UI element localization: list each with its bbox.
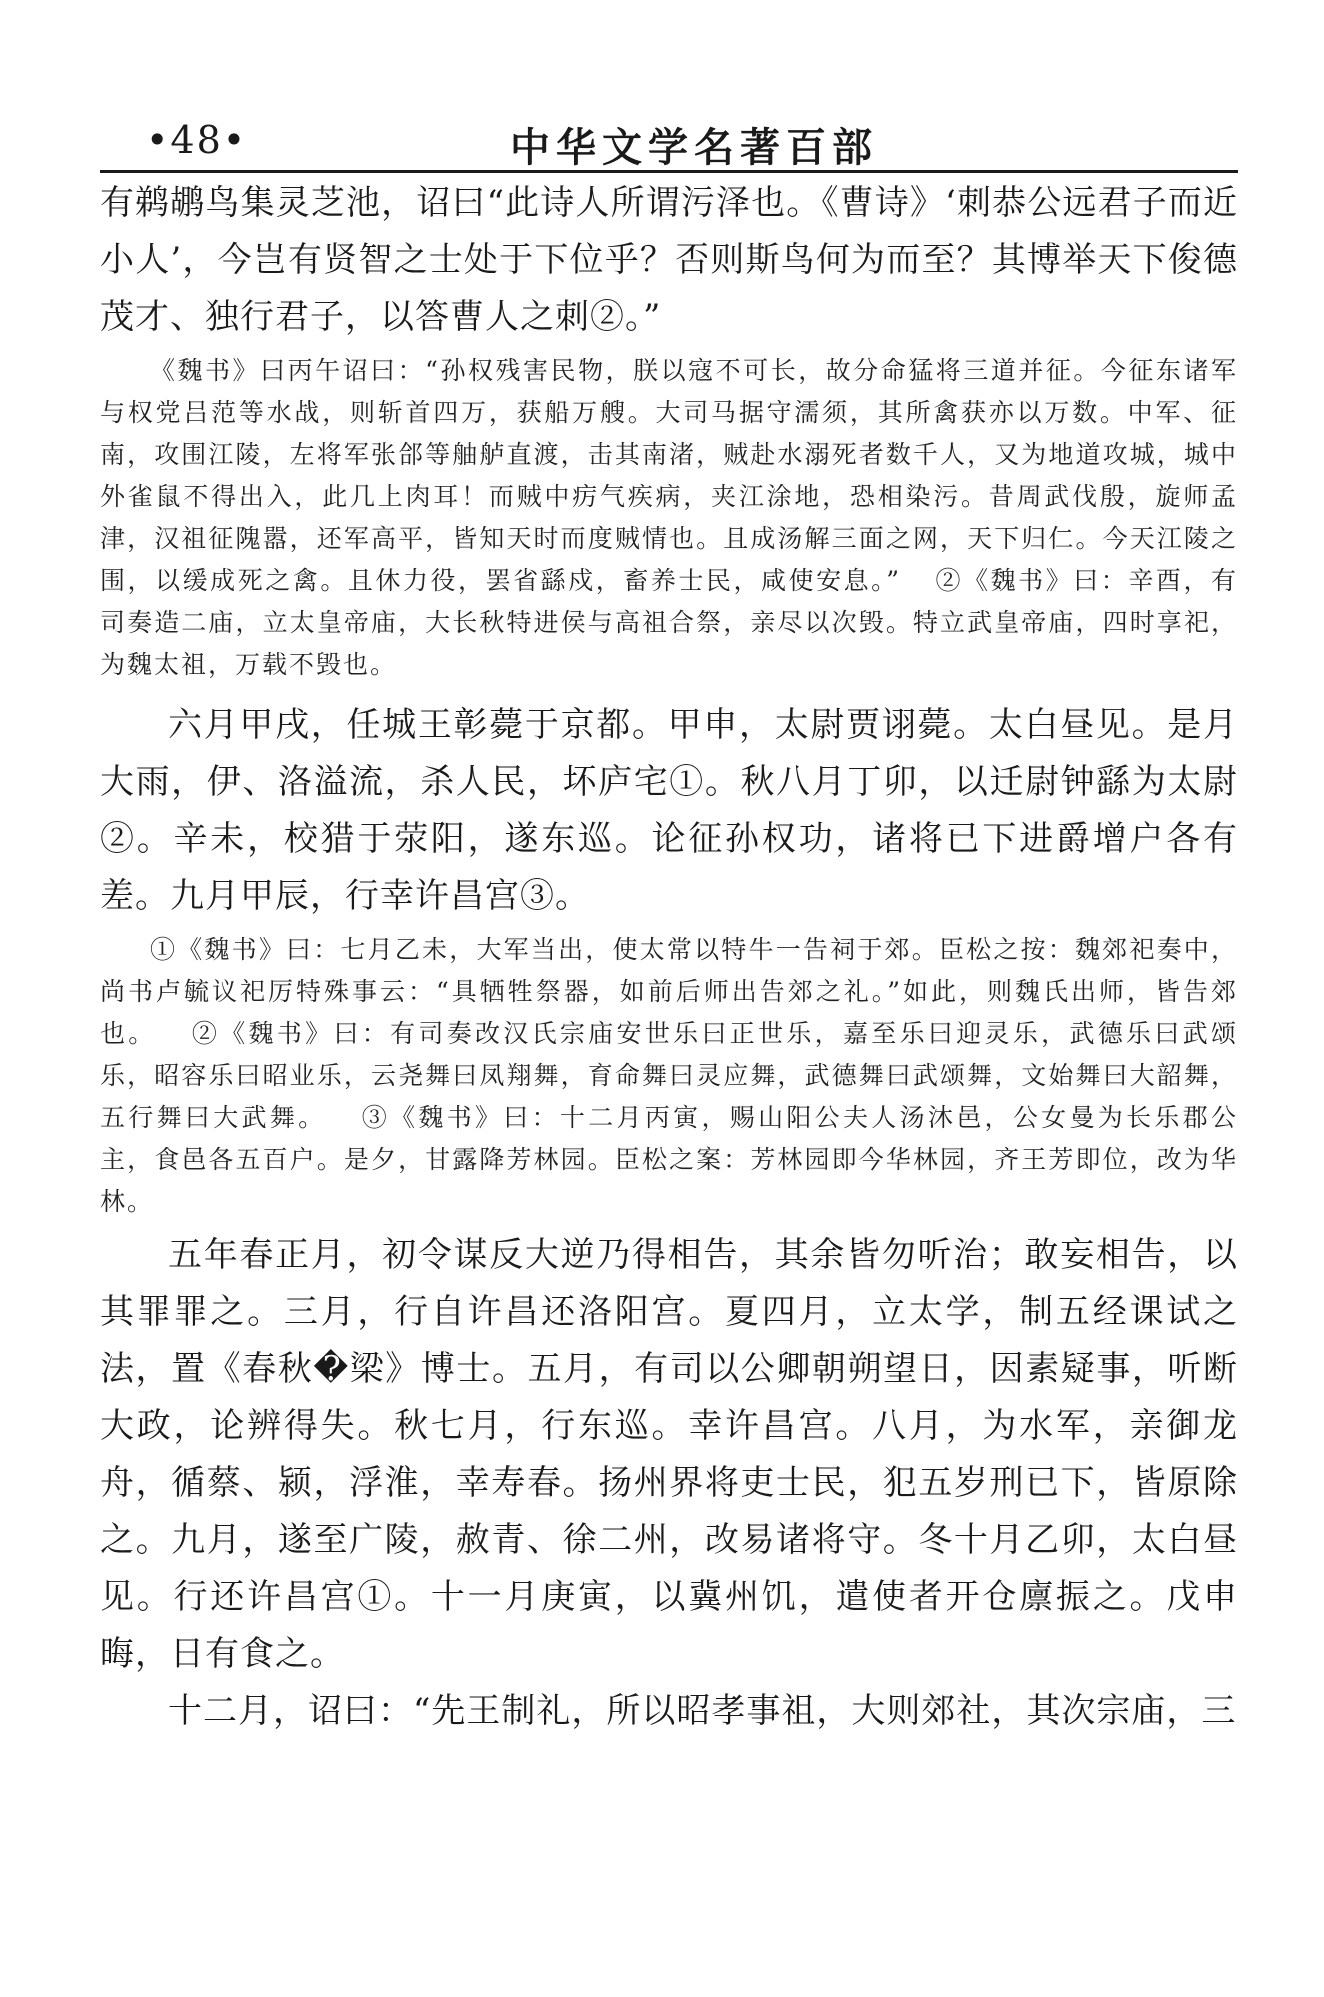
annotation-1-note-2: ②《魏书》曰：辛酉，有司奏造二庙，立太皇帝庙，大长秋特进侯与高祖合祭，亲尽以次毁。特立武皇帝庙，四时享祀，为魏太祖，万载不毁也。 <box>100 566 1238 679</box>
annotation-2-note-3: ③《魏书》曰：十二月丙寅，赐山阳公夫人汤沐邑，公女曼为长乐郡公主，食邑各五百户。是夕，甘露降芳林园。臣松之案：芳林园即今华林园，齐王芳即位，改为华林。 <box>100 1103 1238 1216</box>
main-paragraph-4: 十二月，诏曰：“先王制礼，所以昭孝事祖，大则郊社，其次宗庙，三 <box>168 1691 1237 1731</box>
section-3 <box>100 1227 1238 1740</box>
page-header <box>100 112 1238 173</box>
annotation-1 <box>100 350 1238 686</box>
annotation-2 <box>100 929 1238 1223</box>
annotation-2-note-2: ②《魏书》曰：有司奏改汉氏宗庙安世乐曰正世乐，嘉至乐曰迎灵乐，武德乐曰武颂乐，昭容乐曰昭业乐，云尧舞曰凤翔舞，育命舞曰灵应舞，武德舞曰武颂舞，文始舞曰大韶舞，五行舞曰大武舞。 <box>100 1019 1238 1132</box>
annotation-2-note-1: ①《魏书》曰：七月乙未，大军当出，使太常以特牛一告祠于郊。臣松之按：魏郊祀奏中，尚书卢毓议祀厉特殊事云：“具牺牲祭器，如前后师出告郊之礼。”如此，则魏氏出师，皆告郊也。 <box>100 935 1238 1048</box>
annotation-1-note-1: 《魏书》曰丙午诏曰：“孙权残害民物，朕以寇不可长，故分命猛将三道并征。今征东诸军与权党吕范等水战，则斩首四万，获船万艘。大司马据守濡须，其所禽获亦以万数。中军、征南，攻围江陵，左将军张郃等舳舻直渡，击其南渚，贼赴水溺死者数千人，又为地道攻城，城中外雀鼠不得出入，此几上肉耳！而贼中疠气疾病，夹江涂地，恐相染污。昔周武伐殷，旋师孟津，汉祖征隗嚣，还军高平，皆知天时而度贼情也。且成汤解三面之网，天下归仁。今天江陵之围，以缓成死之禽。且休力役，罢省繇戍，畜养士民，咸使安息。” <box>100 356 1238 595</box>
section-2 <box>100 697 1238 1223</box>
book-title: 中华文学名著百部 <box>510 124 878 171</box>
main-paragraph-2: 六月甲戌，任城王彰薨于京都。甲申，太尉贾诩薨。太白昼见。是月大雨，伊、洛溢流，杀人民，坏庐宅①。秋八月丁卯，以迁尉钟繇为太尉②。辛未，校猎于荥阳，遂东巡。论征孙权功，诸将已下进爵增户各有差。九月甲辰，行幸许昌宫③。 <box>100 705 1238 916</box>
main-paragraph-1: 有鹈鹕鸟集灵芝池，诏曰“此诗人所谓污泽也。《曹诗》‘刺恭公远君子而近小人’，今岂有贤智之士处于下位乎？否则斯鸟何为而至？其博举天下俊德茂才、独行君子，以答曹人之刺②。” <box>100 183 1238 337</box>
section-1 <box>100 175 1238 686</box>
page-number: •48• <box>146 118 248 162</box>
main-paragraph-3: 五年春正月，初令谋反大逆乃得相告，其余皆勿听治；敢妄相告，以其罪罪之。三月，行自许昌还洛阳宫。夏四月，立太学，制五经课试之法，置《春秋�梁》博士。五月，有司以公卿朝朔望日，因素疑事，听断大政，论辨得失。秋七月，行东巡。幸许昌宫。八月，为水军，亲御龙舟，循蔡、颍，浮淮，幸寿春。扬州界将吏士民，犯五岁刑已下，皆原除之。九月，遂至广陵，赦青、徐二州，改易诸将守。冬十月乙卯，太白昼见。行还许昌宫①。十一月庚寅，以冀州饥，遣使者开仓廪振之。戊申晦，日有食之。 <box>100 1235 1238 1674</box>
